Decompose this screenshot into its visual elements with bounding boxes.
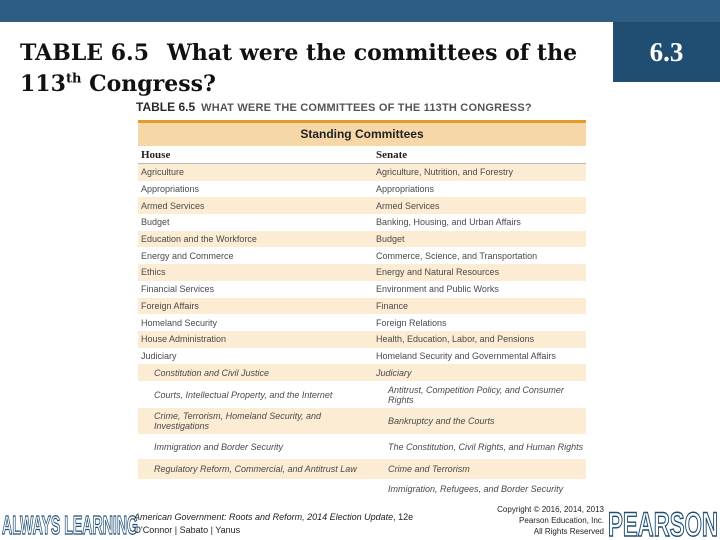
- senate-committee-cell: Appropriations: [376, 184, 435, 195]
- house-committee-cell: Foreign Affairs: [141, 300, 199, 311]
- pearson-wordmark: [606, 500, 720, 540]
- table-caption-text: WHAT WERE THE COMMITTEES OF THE 113TH CONGRESS?: [201, 102, 532, 114]
- table-row: [138, 408, 586, 434]
- copyright-line1: Copyright © 2016, 2014, 2013: [497, 505, 604, 514]
- senate-committee-cell: Homeland Security and Governmental Affairs: [376, 350, 556, 361]
- house-committee-cell: Regulatory Reform, Commercial, and Antitrust Law: [154, 464, 357, 475]
- table-row: [138, 247, 586, 264]
- house-committee-cell: Financial Services: [141, 284, 215, 295]
- table-row: [138, 181, 586, 198]
- senate-committee-cell: The Constitution, Civil Rights, and Human Rights: [388, 441, 584, 452]
- slide-title-part3: Congress?: [81, 71, 216, 97]
- table-row: [138, 281, 586, 298]
- book-citation: [134, 511, 413, 537]
- table-row: [138, 331, 586, 348]
- house-committee-cell: Ethics: [141, 267, 166, 278]
- house-committee-cell: House Administration: [141, 334, 227, 345]
- section-badge: 6.3: [613, 22, 720, 82]
- house-committee-cell: Appropriations: [141, 184, 200, 195]
- senate-committee-cell: Foreign Relations: [376, 317, 447, 328]
- committees-table: [138, 120, 586, 498]
- house-committee-cell: Homeland Security: [141, 317, 218, 328]
- table-body: [138, 164, 586, 498]
- house-committee-cell: Education and the Workforce: [141, 234, 257, 245]
- copyright-line3: All Rights Reserved: [533, 527, 604, 536]
- slide-title-part1: TABLE 6.5: [20, 40, 150, 66]
- pearson-text: PEARSON: [608, 506, 718, 540]
- senate-committee-cell: Health, Education, Labor, and Pensions: [376, 334, 535, 345]
- house-committee-cell: Budget: [141, 217, 170, 228]
- table-row: [138, 364, 586, 381]
- table-row: [138, 298, 586, 315]
- table-row: [138, 459, 586, 479]
- table-row: [138, 164, 586, 181]
- always-learning-text: ALWAYS LEARNING: [2, 510, 138, 540]
- house-committee-cell: Constitution and Civil Justice: [154, 367, 270, 378]
- column-header-senate: Senate: [376, 149, 408, 161]
- table-number: TABLE 6.5: [136, 100, 196, 114]
- table-row: [138, 214, 586, 231]
- table-row: [138, 314, 586, 331]
- table-caption: [136, 100, 596, 114]
- house-committee-cell: Agriculture: [141, 167, 185, 178]
- always-learning-logo: [0, 500, 140, 540]
- house-committee-cell: Energy and Commerce: [141, 250, 234, 261]
- column-header-house: House: [141, 149, 171, 161]
- slide-title: [20, 38, 610, 100]
- senate-committee-cell: Agriculture, Nutrition, and Forestry: [376, 167, 514, 178]
- senate-committee-cell: Armed Services: [376, 200, 440, 211]
- book-title: American Government: Roots and Reform, 2014 Election Update: [134, 512, 394, 522]
- citation-line1: [134, 511, 413, 524]
- book-authors: O'Connor | Sabato | Yanus: [134, 525, 241, 535]
- table-banner: Standing Committees: [138, 120, 586, 146]
- slide-title-part2: What were the committees of the 113: [20, 40, 578, 97]
- table-row: [138, 434, 586, 459]
- house-committee-cell: Judiciary: [141, 350, 177, 361]
- book-edition: , 12e: [393, 512, 414, 522]
- slide-title-sup: th: [65, 71, 82, 87]
- always-learning-wordmark: [0, 500, 140, 540]
- house-committee-cell: Courts, Intellectual Property, and the Internet: [154, 389, 333, 400]
- senate-committee-cell: Judiciary: [376, 367, 412, 378]
- table-row: [138, 231, 586, 248]
- house-committee-cell: Immigration and Border Security: [154, 441, 284, 452]
- table-row: [138, 197, 586, 214]
- house-committee-cell: Armed Services: [141, 200, 205, 211]
- copyright-line2: Pearson Education, Inc.: [519, 516, 604, 525]
- house-committee-cell: Crime, Terrorism, Homeland Security, and Investigations: [154, 411, 322, 432]
- senate-committee-cell: Commerce, Science, and Transportation: [376, 250, 538, 261]
- senate-committee-cell: Energy and Natural Resources: [376, 267, 500, 278]
- table-row: [138, 381, 586, 408]
- senate-committee-cell: Environment and Public Works: [376, 284, 499, 295]
- table-row: [138, 348, 586, 365]
- senate-committee-cell: Bankruptcy and the Courts: [388, 416, 495, 427]
- top-bar: [0, 0, 720, 22]
- table-header-row: [138, 146, 586, 164]
- senate-committee-cell: Banking, Housing, and Urban Affairs: [376, 217, 521, 228]
- table-row: [138, 479, 586, 498]
- table-row: [138, 264, 586, 281]
- senate-committee-cell: Budget: [376, 234, 405, 245]
- pearson-logo: [606, 500, 720, 540]
- senate-committee-cell: Crime and Terrorism: [388, 464, 470, 475]
- senate-committee-cell: Finance: [376, 300, 409, 311]
- senate-committee-cell: Immigration, Refugees, and Border Security: [388, 484, 564, 495]
- copyright-notice: [470, 504, 604, 537]
- senate-committee-cell: Antitrust, Competition Policy, and Consumer Rights: [388, 384, 564, 405]
